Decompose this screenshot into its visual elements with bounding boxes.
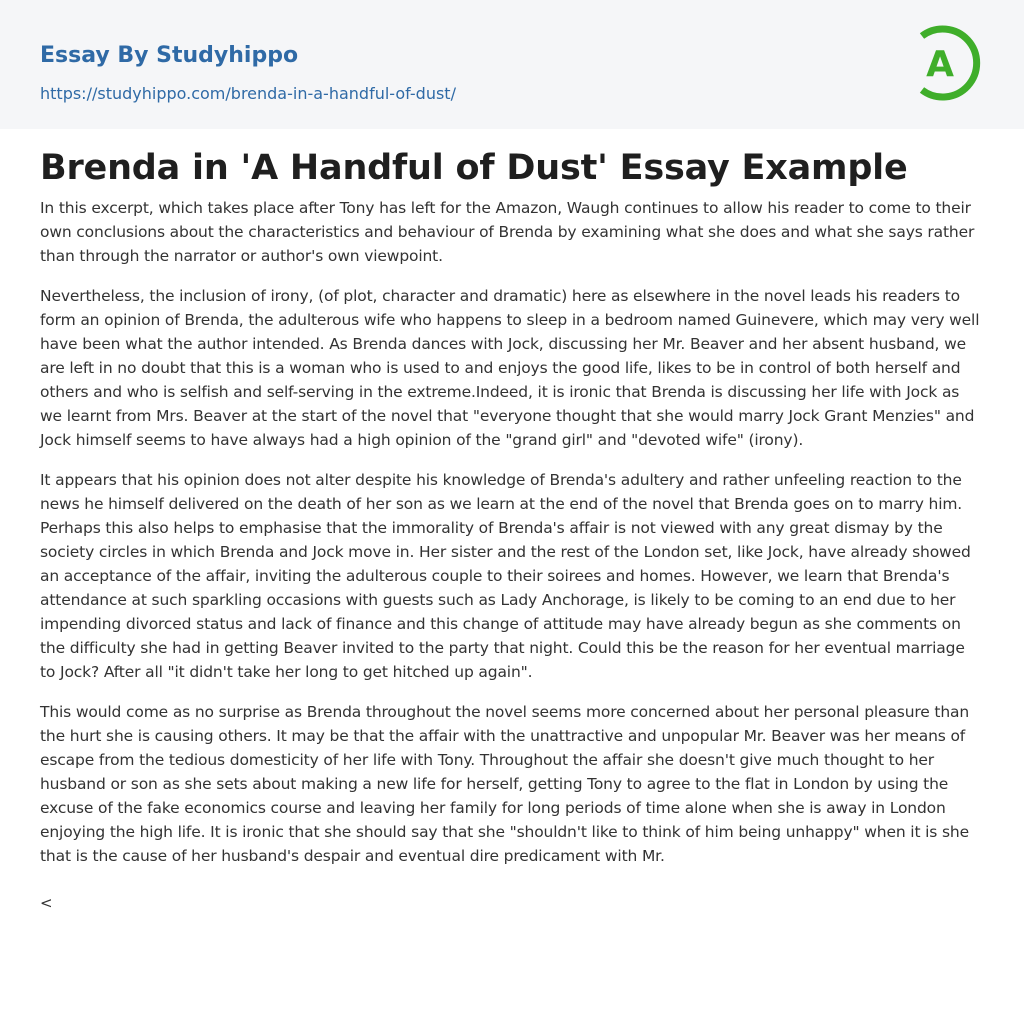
site-header	[0, 0, 1024, 129]
brand-title[interactable]: Essay By Studyhippo	[40, 43, 299, 68]
article	[0, 129, 1024, 912]
article-paragraph-1: In this excerpt, which takes place after Tony has left for the Amazon, Waugh continues to allow his reader to come to their own conclusions about the characteristics and behaviour of Brenda by examining what she does and what she says rather than through the narrator or author's own viewpoint.	[40, 199, 975, 265]
page-title: Brenda in 'A Handful of Dust' Essay Example	[40, 148, 908, 188]
article-paragraph-2: Nevertheless, the inclusion of irony, (of plot, character and dramatic) here as elsewhere in the novel leads his readers to form an opinion of Brenda, the adulterous wife who happens to sleep in a bedroom named Guinevere, which may very well have been what the author intended. As Brenda dances with Jock, discussing her Mr. Beaver and her absent husband, we are left in no doubt that this is a woman who is used to and enjoys the good life, likes to be in control of both herself and others and who is selfish and self-serving in the extreme.Indeed, it is ironic that Brenda is discussing her life with Jock as we learnt from Mrs. Beaver at the start of the novel that "everyone thought that she would marry Jock Grant Menzies" and Jock himself seems to have always had a high opinion of the "grand girl" and "devoted wife" (irony).	[40, 287, 980, 449]
article-paragraph-3: It appears that his opinion does not alter despite his knowledge of Brenda's adultery and rather unfeeling reaction to the news he himself delivered on the death of her son as we learn at the end of the novel that Brenda goes on to marry him. Perhaps this also helps to emphasise that the immorality of Brenda's affair is not viewed with any great dismay by the society circles in which Brenda and Jock move in. Her sister and the rest of the London set, like Jock, have already showed an acceptance of the affair, inviting the adulterous couple to their soirees and homes. However, we learn that Brenda's attendance at such sparkling occasions with guests such as Lady Anchorage, is likely to be coming to an end due to her impending divorced status and lack of finance and this change of attitude may have already begun as she comments on the difficulty she had in getting Beaver invited to the party that night. Could this be the reason for her eventual marriage to Jock? After all "it didn't take her long to get hitched up again".	[40, 471, 971, 681]
article-paragraph-4: This would come as no surprise as Brenda throughout the novel seems more concerned about her personal pleasure than the hurt she is causing others. It may be that the affair with the unattractive and unpopular Mr. Beaver was her means of escape from the tedious domesticity of her life with Tony. Throughout the affair she doesn't give much thought to her husband or son as she sets about making a new life for herself, getting Tony to agree to the flat in London by using the excuse of the fake economics course and leaving her family for long periods of time alone when she is away in London enjoying the high life. It is ironic that she should say that she "shouldn't like to think of him being unhappy" when it is she that is the cause of her husband's despair and eventual dire predicament with Mr.	[40, 703, 970, 865]
studyhippo-logo-icon[interactable]	[913, 19, 987, 107]
logo-letter: A	[926, 44, 954, 85]
source-url-link[interactable]: https://studyhippo.com/brenda-in-a-handful-of-dust/	[40, 84, 456, 103]
previous-page-link[interactable]: <	[40, 894, 53, 912]
